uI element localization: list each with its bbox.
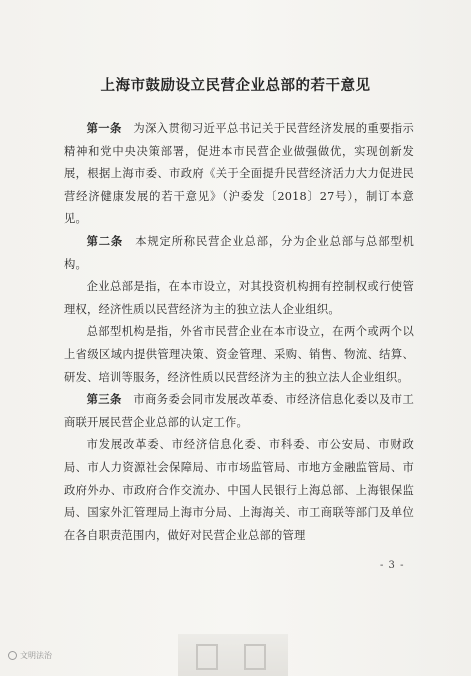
paragraph-text: 市发展改革委、市经济信息化委、市科委、市公安局、市财政局、市人力资源社会保障局、市市场监管局、市地方金融监管局、市政府外办、市政府合作交流办、中国人民银行上海总部、上海银保监局、国家外汇管理局上海市分局、上海海关、市工商联等部门及单位在各自职责范围内，做好对民营企业总部的管理 xyxy=(64,438,414,542)
article-label: 第二条 xyxy=(86,234,124,248)
article-1-paragraph xyxy=(64,118,414,231)
departments-paragraph xyxy=(64,434,414,547)
article-2-paragraph xyxy=(64,231,414,276)
watermark-text: 文明法治 xyxy=(20,651,52,660)
hq-institution-definition xyxy=(64,321,414,389)
bleed-mark xyxy=(196,644,218,670)
watermark xyxy=(8,650,52,661)
next-page-bleed xyxy=(178,634,288,676)
article-label: 第三条 xyxy=(86,393,122,407)
paragraph-text: 为深入贯彻习近平总书记关于民营经济发展的重要指示精神和党中央决策部署，促进本市民营企业做强做优，实现创新发展，根据上海市委、市政府《关于全面提升民营经济活力大力促进民营经济健康发展的若干意见》（沪委发〔2018〕27号），制订本意见。 xyxy=(64,122,414,226)
paragraph-text: 总部型机构是指，外省市民营企业在本市设立，在两个或两个以上省级区域内提供管理决策、资金管理、采购、销售、物流、结算、研发、培训等服务，经济性质以民营经济为主的独立法人企业组织。 xyxy=(64,325,414,384)
paragraph-text: 市商务委会同市发展改革委、市经济信息化委以及市工商联开展民营企业总部的认定工作。 xyxy=(64,393,414,429)
document-body xyxy=(64,118,414,547)
document-title: 上海市鼓励设立民营企业总部的若干意见 xyxy=(100,77,371,94)
paragraph-text: 企业总部是指，在本市设立，对其投资机构拥有控制权或行使管理权，经济性质以民营经济为主的独立法人企业组织。 xyxy=(64,280,414,316)
article-label: 第一条 xyxy=(86,122,122,135)
article-3-paragraph xyxy=(64,389,414,434)
bleed-mark xyxy=(244,644,266,670)
page-number: - 3 - xyxy=(380,560,405,571)
watermark-logo-icon xyxy=(8,651,17,660)
paragraph-text: 本规定所称民营企业总部，分为企业总部与总部型机构。 xyxy=(64,234,414,271)
enterprise-hq-definition xyxy=(64,276,414,321)
